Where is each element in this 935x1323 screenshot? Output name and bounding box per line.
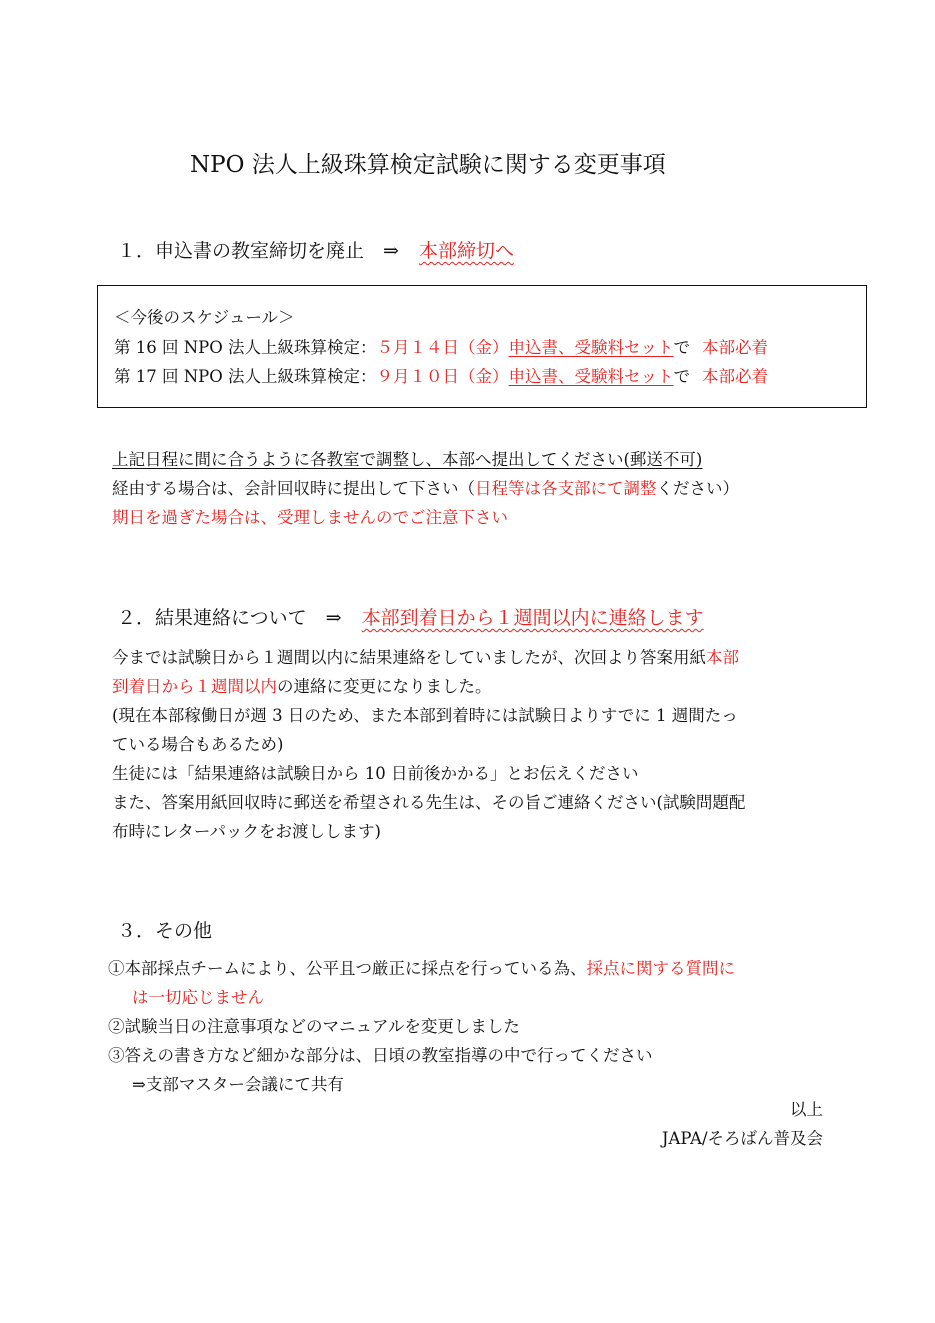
section-2-paragraph-2: (現在本部稼働日が週 3 日のため、また本部到着時には試験日よりすでに 1 週間たっ [112,706,738,725]
schedule-box [97,285,867,408]
closing-end: 以上 [790,1100,823,1119]
section-1-heading [117,236,514,263]
paragraph-text: の連絡に変更になりました。 [277,677,492,696]
schedule-row-label: 第 17 回 NPO 法人上級珠算検定： [114,367,377,386]
schedule-row [114,363,768,387]
schedule-row [114,334,768,358]
schedule-row-deadline: 本部必着 [702,367,769,386]
section-3-item-3-sub: ⇒支部マスター会議にて共有 [132,1075,344,1094]
section-1-heading-highlight: 本部締切へ [418,240,514,262]
note-line-2-text: 経由する場合は、会計回収時に提出して下さい（ [112,479,475,498]
schedule-row-items: 申込書、受験料セット [508,338,674,357]
schedule-row-label: 第 16 回 NPO 法人上級珠算検定： [114,338,377,357]
section-2-paragraph-1-cont [112,672,745,701]
section-2-paragraph-3: 生徒には「結果連絡は試験日から 10 日前後かかる」とお伝えください [112,764,639,783]
notes-block [112,445,739,532]
schedule-row-date: ９月１０日（金） [376,367,509,386]
note-line-2 [112,474,739,503]
section-2-paragraph-4: また、答案用紙回収時に郵送を希望される先生は、その旨ご連絡ください(試験問題配 [112,793,746,812]
section-3-item-3: ③答えの書き方など細かな部分は、日頃の教室指導の中で行ってください [108,1046,653,1065]
closing-block [662,1095,823,1153]
item-highlight: 採点に関する質問に [586,959,735,978]
section-1-heading-text: １．申込書の教室締切を廃止 ⇒ [117,240,399,262]
section-2-heading [117,603,704,630]
closing-organization: JAPA/そろばん普及会 [661,1129,823,1148]
note-line-2-tail: ください） [656,479,739,498]
paragraph-text: 今までは試験日から１週間以内に結果連絡をしていましたが、次回より答案用紙 [112,648,706,667]
section-2-body [112,643,745,846]
schedule-row-tail: で [673,367,691,386]
schedule-row-deadline: 本部必着 [702,338,769,357]
item-highlight: は一切応じません [132,988,264,1007]
note-line-2-highlight: 日程等は各支部にて調整 [475,479,657,498]
paragraph-highlight: 本部 [706,648,739,667]
section-3-body [108,954,735,1099]
section-2-paragraph-4-cont: 布時にレターパックをお渡しします) [112,822,381,841]
section-2-paragraph-1 [112,643,745,672]
section-3-heading: ３．その他 [117,920,213,942]
note-line-3: 期日を過ぎた場合は、受理しませんのでご注意下さい [112,508,508,527]
section-2-heading-text: ２．結果連絡について ⇒ [117,607,342,629]
schedule-row-tail: で [673,338,691,357]
schedule-row-items: 申込書、受験料セット [508,367,674,386]
section-3-item-2: ②試験当日の注意事項などのマニュアルを変更しました [108,1017,520,1036]
section-3-item-1 [108,954,735,983]
item-text: ①本部採点チームにより、公平且つ厳正に採点を行っている為、 [108,959,587,978]
section-2-heading-highlight: 本部到着日から１週間以内に連絡します [361,607,704,629]
schedule-row-date: ５月１４日（金） [376,338,509,357]
paragraph-highlight: 到着日から１週間以内 [112,677,277,696]
section-3-item-1-cont [108,983,735,1012]
page-title: NPO 法人上級珠算検定試験に関する変更事項 [190,152,666,178]
note-line-1: 上記日程に間に合うように各教室で調整し、本部へ提出してください(郵送不可) [112,450,703,469]
schedule-heading: ＜今後のスケジュール＞ [114,308,295,327]
section-2-paragraph-2-cont: ている場合もあるため) [112,735,284,754]
